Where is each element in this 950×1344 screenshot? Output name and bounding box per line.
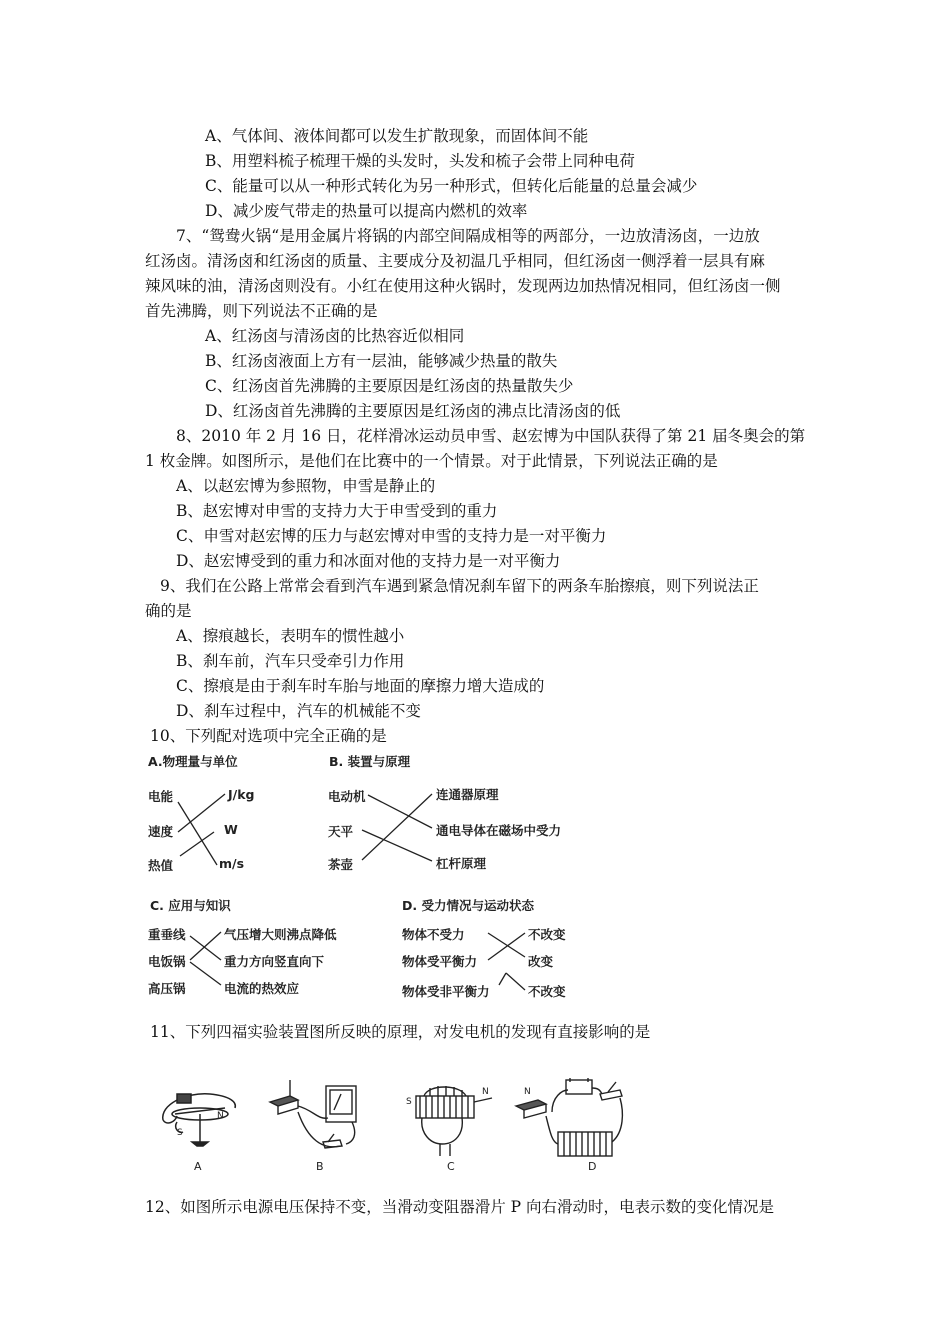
q10-a-left-3: 热值 <box>148 858 174 873</box>
q10-a-right-2: W <box>224 822 238 837</box>
q11-d-pole-n: N <box>524 1087 531 1097</box>
q10-d-right-2: 改变 <box>528 954 554 969</box>
q10-a-left-1: 电能 <box>148 789 174 804</box>
q8-stem-line-1: 8、2010 年 2 月 16 日，花样滑冰运动员申雪、赵宏博为中国队获得了第 21 届冬奥会的第 <box>176 427 806 445</box>
q11-label-b: B <box>316 1160 324 1173</box>
q9-option-b: B、刹车前，汽车只受牵引力作用 <box>176 652 405 670</box>
q7-stem-line-3: 辣风味的油，清汤卤则没有。小红在使用这种火锅时，发现两边加热情况相同，但红汤卤一侧 <box>145 277 781 295</box>
q8-option-a: A、以赵宏博为参照物，申雪是静止的 <box>176 477 436 495</box>
q10-a-right-3: m/s <box>219 856 245 871</box>
q10-b-line-1 <box>368 795 432 828</box>
q10-c-right-1: 气压增大则沸点降低 <box>224 927 337 942</box>
q10-d-left-2: 物体受平衡力 <box>402 954 478 969</box>
q10-c-right-3: 电流的热效应 <box>224 981 300 996</box>
q7-option-b: B、红汤卤液面上方有一层油，能够减少热量的散失 <box>205 352 558 370</box>
q9-stem-line-1: 9、我们在公路上常常会看到汽车遇到紧急情况刹车留下的两条车胎擦痕，则下列说法正 <box>160 577 759 595</box>
q10-c-left-1: 重垂线 <box>148 927 186 942</box>
q8-option-c: C、申雪对赵宏博的压力与赵宏博对申雪的支持力是一对平衡力 <box>176 527 607 545</box>
q8-stem-line-2: 1 枚金牌。如图所示，是他们在比赛中的一个情景。对于此情景，下列说法正确的是 <box>145 452 718 470</box>
q10-b-line-2 <box>362 830 432 861</box>
q10-d-right-1: 不改变 <box>528 927 566 942</box>
q10-d-line-3 <box>506 973 525 990</box>
q10-c-title: C. 应用与知识 <box>150 898 231 913</box>
q10-stem: 10、下列配对选项中完全正确的是 <box>150 727 387 745</box>
q8-option-d: D、赵宏博受到的重力和冰面对他的支持力是一对平衡力 <box>176 552 561 570</box>
q6-option-d: D、减少废气带走的热量可以提高内燃机的效率 <box>205 202 528 220</box>
q11-figure-b <box>268 1080 368 1160</box>
q9-option-a: A、擦痕越长，表明车的惯性越小 <box>176 627 405 645</box>
q7-stem-line-4: 首先沸腾，则下列说法不正确的是 <box>145 302 378 320</box>
q9-stem-line-2: 确的是 <box>145 602 192 620</box>
q10-d-right-3: 不改变 <box>528 984 566 999</box>
q9-option-c: C、擦痕是由于刹车时车胎与地面的摩擦力增大造成的 <box>176 677 545 695</box>
q11-a-pole-n: N <box>217 1111 224 1121</box>
q8-option-b: B、赵宏博对申雪的支持力大于申雪受到的重力 <box>176 502 498 520</box>
q11-a-pole-s: S <box>177 1128 183 1138</box>
q7-option-d: D、红汤卤首先沸腾的主要原因是红汤卤的沸点比清汤卤的低 <box>205 402 621 420</box>
q12-stem: 12、如图所示电源电压保持不变，当滑动变阻器滑片 P 向右滑动时，电表示数的变化情况是 <box>145 1198 775 1216</box>
q10-a-title: A.物理量与单位 <box>148 754 238 769</box>
q10-a-left-2: 速度 <box>148 824 174 839</box>
q10-c-left-3: 高压锅 <box>148 981 186 996</box>
q9-option-d: D、刹车过程中，汽车的机械能不变 <box>176 702 421 720</box>
q10-b-right-3: 杠杆原理 <box>436 856 487 871</box>
q10-a-right-1: J/kg <box>228 787 255 802</box>
q10-d-left-3: 物体受非平衡力 <box>402 984 490 999</box>
q6-option-a: A、气体间、液体间都可以发生扩散现象，而固体间不能 <box>205 127 589 145</box>
q11-c-pole-s: S <box>406 1097 412 1107</box>
q10-c-line-2 <box>190 962 221 985</box>
q11-label-d: D <box>588 1160 597 1173</box>
q7-stem-line-2: 红汤卤。清汤卤和红汤卤的质量、主要成分及初温几乎相同，但红汤卤一侧浮着一层具有麻 <box>145 252 766 270</box>
q7-stem-line-1: 7、“鸳鸯火锅“是用金属片将锅的内部空间隔成相等的两部分，一边放清汤卤，一边放 <box>176 227 760 245</box>
q11-figure-d <box>512 1072 632 1168</box>
q11-figure-a <box>155 1080 245 1152</box>
q11-stem: 11、下列四福实验装置图所反映的原理，对发电机的发现有直接影响的是 <box>150 1023 651 1041</box>
q6-option-b: B、用塑料梳子梳理干燥的头发时，头发和梳子会带上同种电荷 <box>205 152 635 170</box>
q11-label-a: A <box>194 1160 202 1173</box>
q10-b-left-3: 茶壶 <box>328 857 354 872</box>
q10-c-right-2: 重力方向竖直向下 <box>224 954 325 969</box>
q10-d-title: D. 受力情况与运动状态 <box>402 898 534 913</box>
q10-d-line-4 <box>499 973 506 985</box>
q11-c-pole-n: N <box>482 1087 489 1097</box>
q10-b-right-1: 连通器原理 <box>436 787 499 802</box>
q10-b-line-3 <box>362 794 432 860</box>
q10-b-right-2: 通电导体在磁场中受力 <box>436 823 562 838</box>
q10-d-left-1: 物体不受力 <box>402 927 465 942</box>
q10-b-left-2: 天平 <box>328 824 354 839</box>
q11-label-c: C <box>447 1160 455 1173</box>
q11-figure-c <box>400 1078 500 1160</box>
q7-option-a: A、红汤卤与清汤卤的比热容近似相同 <box>205 327 465 345</box>
q6-option-c: C、能量可以从一种形式转化为另一种形式，但转化后能量的总量会减少 <box>205 177 698 195</box>
q10-b-title: B. 装置与原理 <box>329 754 411 769</box>
q10-c-left-2: 电饭锅 <box>148 954 186 969</box>
q10-b-left-1: 电动机 <box>328 789 366 804</box>
q7-option-c: C、红汤卤首先沸腾的主要原因是红汤卤的热量散失少 <box>205 377 574 395</box>
